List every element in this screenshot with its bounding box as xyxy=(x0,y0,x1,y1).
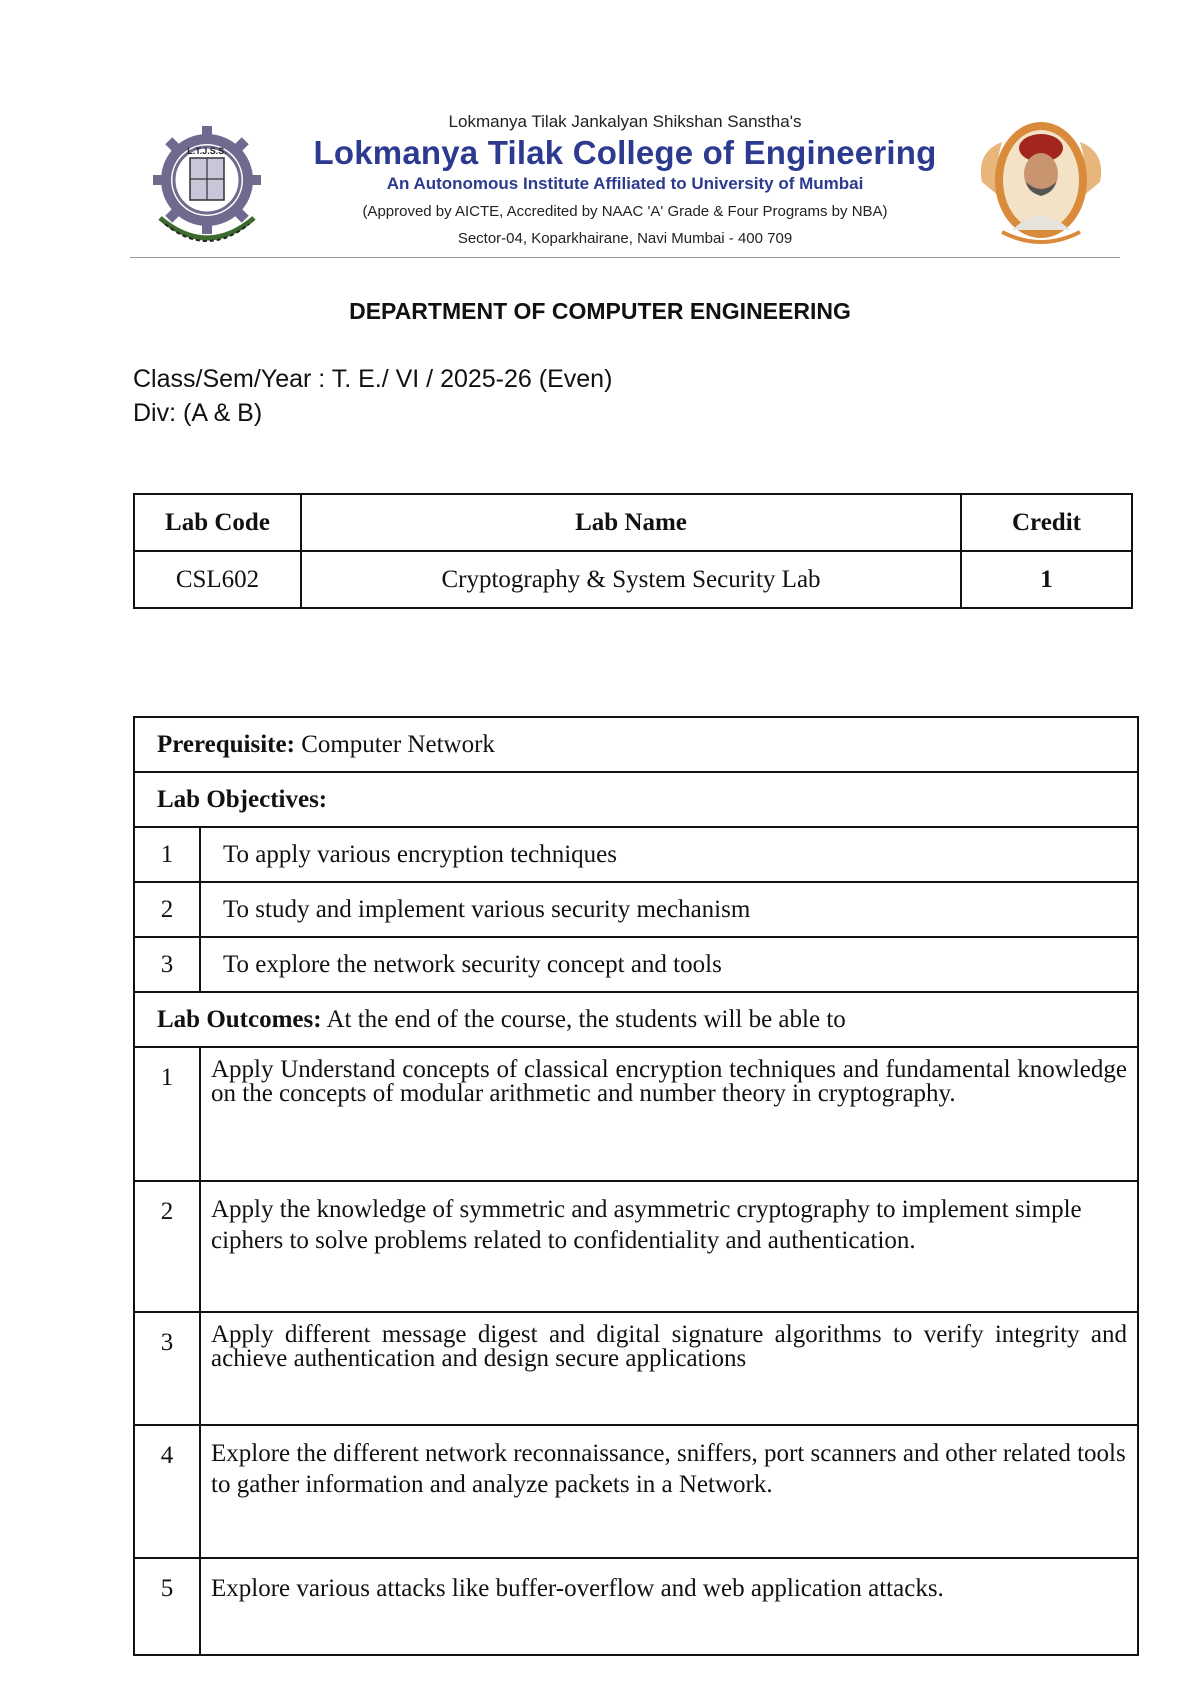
header-credit: Credit xyxy=(961,494,1132,551)
objective-row xyxy=(134,882,1138,937)
outcome-text: Explore the different network reconnaissance, sniffers, port scanners and other related tools to gather information and analyze packets in a Network. xyxy=(200,1425,1138,1558)
outcome-text: Apply different message digest and digital signature algorithms to verify integrity and achieve authentication and design secure applications xyxy=(200,1312,1138,1425)
outcome-text: Apply Understand concepts of classical encryption techniques and fundamental knowledge on the concepts of modular arithmetic and number theory in cryptography. xyxy=(200,1047,1138,1181)
lab-name: Cryptography & System Security Lab xyxy=(301,551,961,608)
prerequisite-row xyxy=(134,717,1138,772)
founder-portrait-emblem xyxy=(972,112,1110,250)
objective-text: To apply various encryption techniques xyxy=(200,827,1138,882)
lab-code: CSL602 xyxy=(134,551,301,608)
objective-text: To study and implement various security mechanism xyxy=(200,882,1138,937)
outcome-number: 2 xyxy=(134,1181,200,1312)
objectives-header-row xyxy=(134,772,1138,827)
approval-line: (Approved by AICTE, Accredited by NAAC 'A' Grade & Four Programs by NBA) xyxy=(362,203,888,220)
class-info xyxy=(133,362,612,430)
affiliation: An Autonomous Institute Affiliated to University of Mumbai xyxy=(386,174,864,193)
outcome-number: 1 xyxy=(134,1047,200,1181)
outcomes-header-row xyxy=(134,992,1138,1047)
header-divider xyxy=(130,257,1120,258)
prerequisite-label: Prerequisite: xyxy=(157,730,295,758)
department-title: DEPARTMENT OF COMPUTER ENGINEERING xyxy=(349,298,851,324)
objective-row xyxy=(134,937,1138,992)
objective-number: 3 xyxy=(134,937,200,992)
lab-table-header-row xyxy=(134,494,1132,551)
society-name: Lokmanya Tilak Jankalyan Shikshan Sanstha's xyxy=(448,112,802,131)
prerequisite-value: Computer Network xyxy=(301,730,495,758)
outcome-number: 4 xyxy=(134,1425,200,1558)
class-sem-year: Class/Sem/Year : T. E./ VI / 2025-26 (Even) xyxy=(133,365,613,393)
outcome-row xyxy=(134,1558,1138,1655)
lab-info-table xyxy=(133,493,1133,609)
outcome-number: 3 xyxy=(134,1312,200,1425)
outcome-number: 5 xyxy=(134,1558,200,1655)
outcome-row xyxy=(134,1047,1138,1181)
outcome-row xyxy=(134,1312,1138,1425)
objective-text: To explore the network security concept and tools xyxy=(200,937,1138,992)
outcome-text: Explore various attacks like buffer-overflow and web application attacks. xyxy=(200,1558,1138,1655)
outcomes-label: Lab Outcomes: xyxy=(157,1005,322,1033)
outcome-text: Apply the knowledge of symmetric and asymmetric cryptography to implement simple ciphers to solve problems related to confidentiality and authentication. xyxy=(200,1181,1138,1312)
letterhead xyxy=(130,100,1120,260)
header-lab-code: Lab Code xyxy=(134,494,301,551)
outcome-row xyxy=(134,1181,1138,1312)
address-line: Sector-04, Koparkhairane, Navi Mumbai - 400 709 xyxy=(457,230,793,247)
college-name: Lokmanya Tilak College of Engineering xyxy=(313,134,937,171)
svg-text:L.T.J.S.S.: L.T.J.S.S. xyxy=(187,146,227,156)
lab-credit: 1 xyxy=(961,551,1132,608)
lab-table-row xyxy=(134,551,1132,608)
objective-row xyxy=(134,827,1138,882)
outcome-row xyxy=(134,1425,1138,1558)
institute-logo xyxy=(140,118,275,253)
objective-number: 2 xyxy=(134,882,200,937)
header-lab-name: Lab Name xyxy=(301,494,961,551)
course-details-table xyxy=(133,716,1139,1656)
division: Div: (A & B) xyxy=(133,399,263,427)
objectives-label: Lab Objectives: xyxy=(157,785,328,813)
outcomes-intro: At the end of the course, the students will be able to xyxy=(326,1005,846,1033)
objective-number: 1 xyxy=(134,827,200,882)
